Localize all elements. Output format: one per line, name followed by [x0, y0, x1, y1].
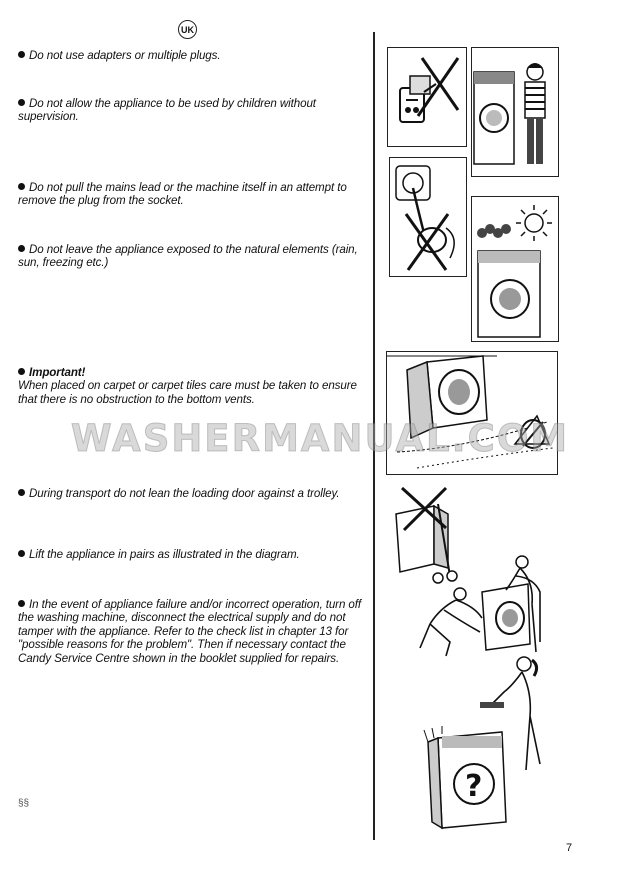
safety-item-adapters: [18, 49, 370, 62]
safety-item-text: When placed on carpet or carpet tiles care must be taken to ensure that there is no obstruction to the bottom vents.: [18, 379, 357, 406]
bullet-icon: [18, 368, 25, 375]
safety-item-text: Do not leave the appliance exposed to the natural elements (rain, sun, freezing etc.): [18, 243, 358, 270]
bullet-icon: [18, 51, 25, 58]
plug-pull-figure: [389, 157, 467, 277]
important-title: Important!: [29, 366, 86, 379]
margin-mark: §§: [18, 798, 30, 809]
safety-item-natural-elements: [18, 243, 370, 270]
safety-item-text: Do not pull the mains lead or the machine itself in an attempt to remove the plug from the socket.: [18, 181, 347, 208]
safety-item-text: Lift the appliance in pairs as illustrated in the diagram.: [29, 548, 300, 561]
two-person-lift-figure: [416, 552, 556, 662]
bullet-icon: [18, 600, 25, 607]
safety-item-mains-lead: [18, 181, 370, 208]
page-number: 7: [566, 842, 573, 854]
bullet-icon: [18, 99, 25, 106]
adapter-prohibited-figure: [387, 47, 467, 147]
uk-language-badge: UK: [178, 20, 197, 39]
plug-pull-icon: [390, 158, 467, 277]
safety-item-lift: [18, 548, 370, 561]
child-washer-icon: [472, 48, 559, 177]
adapter-prohibited-icon: [388, 48, 467, 147]
two-person-lift-icon: [416, 552, 556, 662]
service-call-icon: [420, 652, 556, 838]
weather-exposure-figure: [471, 196, 559, 342]
sun-weather-icon: [472, 197, 559, 342]
bullet-icon: [18, 183, 25, 190]
bullet-icon: [18, 550, 25, 557]
safety-item-text: During transport do not lean the loading door against a trolley.: [29, 487, 340, 500]
child-washer-figure: [471, 47, 559, 177]
safety-item-text: Do not allow the appliance to be used by children without supervision.: [18, 97, 316, 124]
bullet-icon: [18, 245, 25, 252]
svg-text:?: ?: [465, 769, 483, 804]
safety-item-children: [18, 97, 370, 124]
safety-item-text: In the event of appliance failure and/or incorrect operation, turn off the washing machine, disconnect the electrical supply and do not tamper with the appliance. Refer to the check list in chapter 13 for "possible reasons for the problem". Then if necessary contact the Candy Service Centre shown in the booklet supplied for repairs.: [18, 598, 362, 665]
watermark: WASHERMANUAL.COM: [70, 417, 570, 460]
safety-item-transport: [18, 487, 370, 500]
safety-item-text: Do not use adapters or multiple plugs.: [29, 49, 221, 62]
safety-item-important: [18, 366, 370, 406]
service-call-figure: [420, 652, 556, 838]
bullet-icon: [18, 489, 25, 496]
safety-item-failure: [18, 598, 370, 665]
